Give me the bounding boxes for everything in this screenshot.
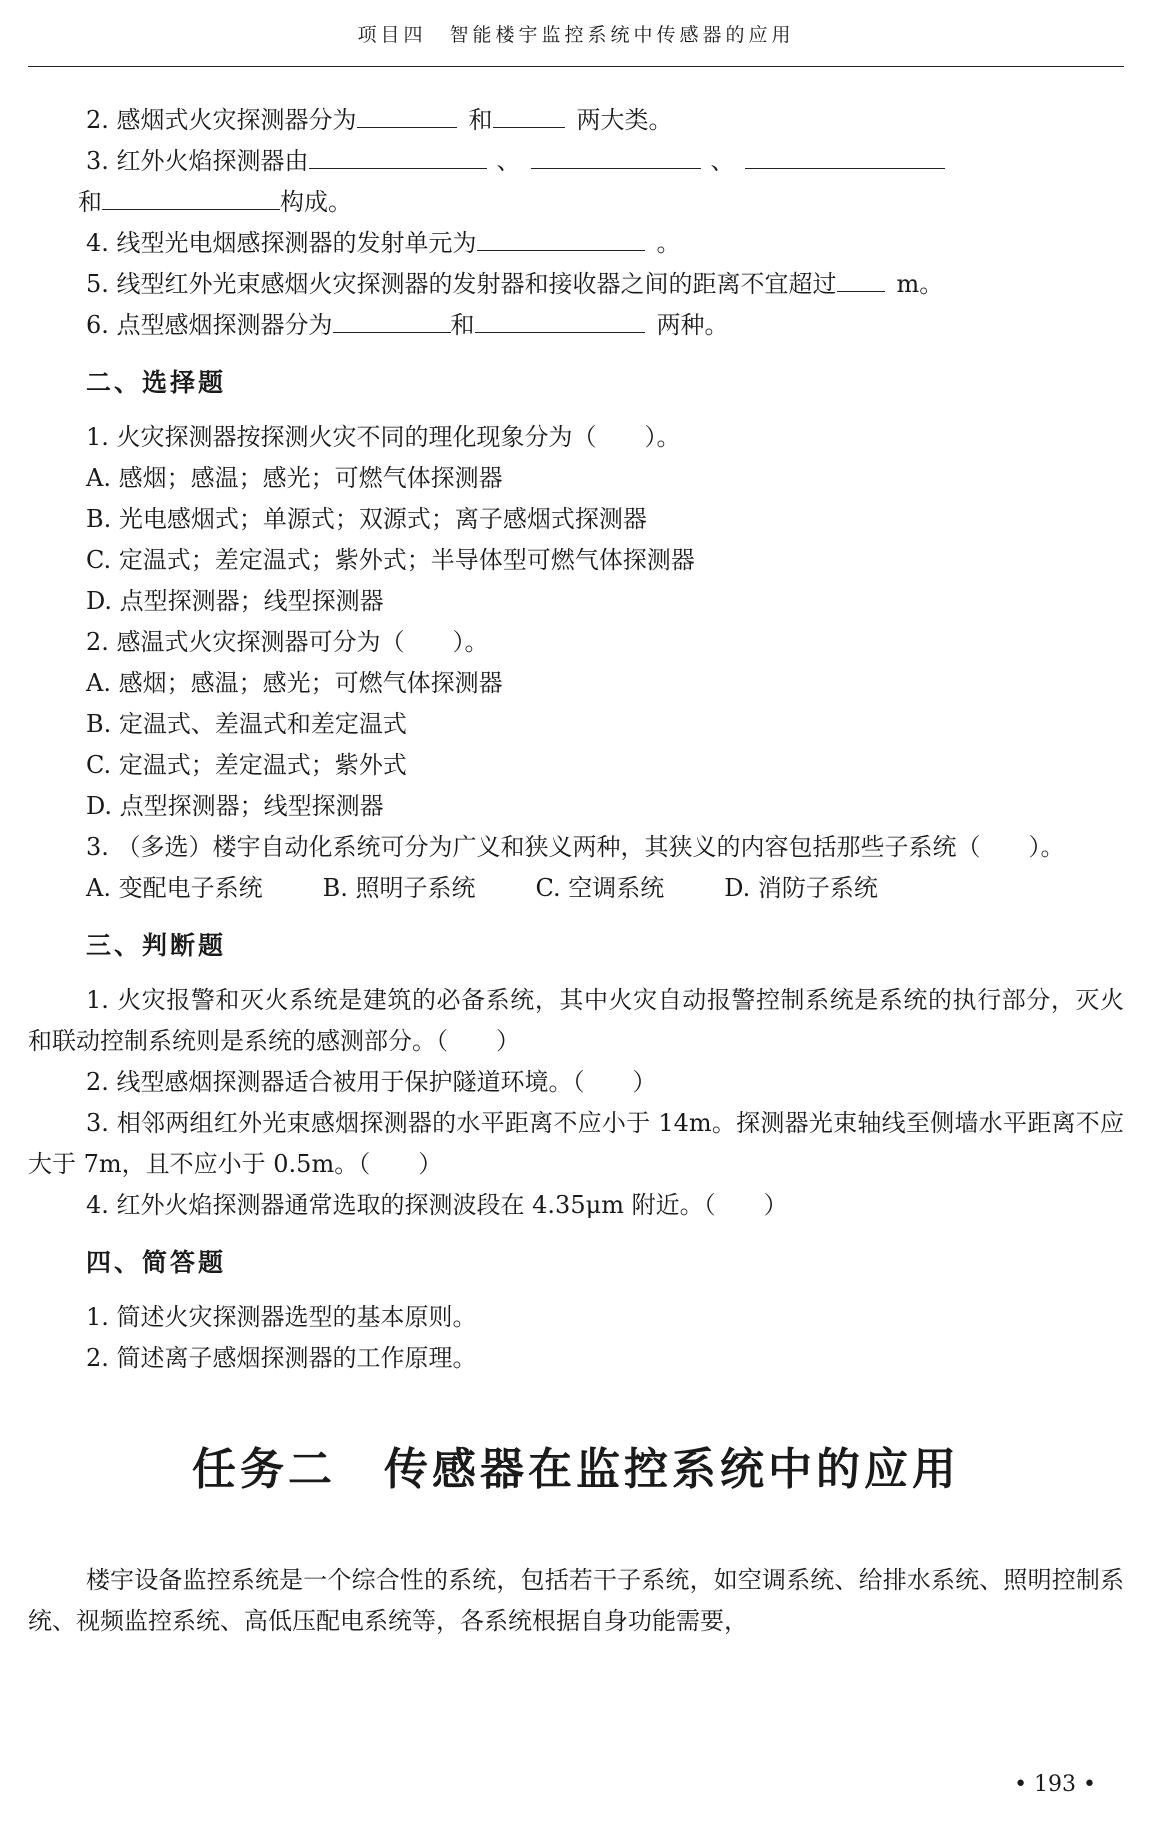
choice-q1-option-d: D. 点型探测器；线型探测器 <box>86 587 384 615</box>
answer-blank <box>745 146 945 169</box>
fill-question-2 <box>28 100 1124 141</box>
fill-q6-end: 两种。 <box>656 311 729 339</box>
running-header: 项目四 智能楼宇监控系统中传感器的应用 <box>357 24 795 46</box>
judge-q4: 4. 红外火焰探测器通常选取的探测波段在 4.35μm 附近。（ ） <box>86 1191 788 1219</box>
fill-q3-text: 3. 红外火焰探测器由 <box>86 147 309 175</box>
fill-question-4 <box>28 223 1124 264</box>
fill-q2-text: 2. 感烟式火灾探测器分为 <box>86 106 357 134</box>
choice-q3-option-a: A. 变配电子系统 <box>86 874 263 902</box>
choice-q2-option-c: C. 定温式；差定温式；紫外式 <box>86 751 407 779</box>
short-q2: 2. 简述离子感烟探测器的工作原理。 <box>86 1344 477 1372</box>
choice-q2-option-b: B. 定温式、差温式和差定温式 <box>86 710 407 738</box>
answer-blank <box>333 310 451 333</box>
choice-q3-options <box>28 868 1124 909</box>
fill-q4-text: 4. 线型光电烟感探测器的发射单元为 <box>86 229 477 257</box>
fill-question-3-cont <box>28 182 1124 223</box>
choice-q1: 1. 火灾探测器按探测火灾不同的理化现象分为（ ）。 <box>86 423 681 451</box>
fill-q5-end: m。 <box>896 270 944 298</box>
choice-q2-option-a: A. 感烟；感温；感光；可燃气体探测器 <box>86 669 503 697</box>
section-short-title: 四、简答题 <box>86 1248 227 1277</box>
choice-q2-option-d: D. 点型探测器；线型探测器 <box>86 792 384 820</box>
answer-blank <box>493 105 565 128</box>
choice-q3: 3. （多选）楼宇自动化系统可分为广义和狭义两种，其狭义的内容包括那些子系统（ ）。 <box>86 833 1065 861</box>
answer-blank <box>475 310 645 333</box>
fill-q5-text: 5. 线型红外光束感烟火灾探测器的发射器和接收器之间的距离不宜超过 <box>86 270 837 298</box>
answer-blank <box>357 105 457 128</box>
section-judge-title: 三、判断题 <box>86 931 227 960</box>
section-choice-title: 二、选择题 <box>86 368 227 397</box>
fill-q3-and: 和 <box>78 188 102 216</box>
judge-q1: 1. 火灾报警和灭火系统是建筑的必备系统，其中火灾自动报警控制系统是系统的执行部分，灭火和联动控制系统则是系统的感测部分。（ ） <box>28 986 1124 1055</box>
fill-question-6 <box>28 305 1124 346</box>
judge-q2: 2. 线型感烟探测器适合被用于保护隧道环境。（ ） <box>86 1068 657 1096</box>
page-content <box>28 100 1124 1642</box>
answer-blank <box>837 269 885 292</box>
short-q1: 1. 简述火灾探测器选型的基本原则。 <box>86 1303 477 1331</box>
fill-q3-sep: 、 <box>710 147 735 175</box>
choice-q3-option-d: D. 消防子系统 <box>724 874 878 902</box>
fill-q2-end: 两大类。 <box>576 106 673 134</box>
choice-q3-option-b: B. 照明子系统 <box>322 874 476 902</box>
answer-blank <box>531 146 701 169</box>
judge-q3: 3. 相邻两组红外光束感烟探测器的水平距离不应小于 14m。探测器光束轴线至侧墙水平距离不应大于 7m，且不应小于 0.5m。（ ） <box>28 1109 1124 1178</box>
fill-q6-text: 6. 点型感烟探测器分为 <box>86 311 333 339</box>
page-number: • 193 • <box>1014 1772 1096 1797</box>
answer-blank <box>477 228 645 251</box>
task-title: 任务二 传感器在监控系统中的应用 <box>192 1444 960 1495</box>
fill-q6-and: 和 <box>450 311 475 339</box>
fill-q4-end: 。 <box>656 229 681 257</box>
choice-q2: 2. 感温式火灾探测器可分为（ ）。 <box>86 628 489 656</box>
header-rule <box>28 66 1124 67</box>
fill-question-5 <box>28 264 1124 305</box>
fill-q3-sep: 、 <box>496 147 521 175</box>
choice-q1-option-a: A. 感烟；感温；感光；可燃气体探测器 <box>86 464 503 492</box>
fill-q2-and: 和 <box>468 106 493 134</box>
answer-blank <box>102 187 280 210</box>
fill-q3-end: 构成。 <box>280 188 352 216</box>
choice-q3-option-c: C. 空调系统 <box>535 874 665 902</box>
task-intro-paragraph: 楼宇设备监控系统是一个综合性的系统，包括若干子系统，如空调系统、给排水系统、照明控制系统、视频监控系统、高低压配电系统等，各系统根据自身功能需要， <box>28 1566 1124 1635</box>
choice-q1-option-c: C. 定温式；差定温式；紫外式；半导体型可燃气体探测器 <box>86 546 695 574</box>
answer-blank <box>309 146 487 169</box>
choice-q1-option-b: B. 光电感烟式；单源式；双源式；离子感烟式探测器 <box>86 505 647 533</box>
fill-question-3 <box>28 141 1124 182</box>
